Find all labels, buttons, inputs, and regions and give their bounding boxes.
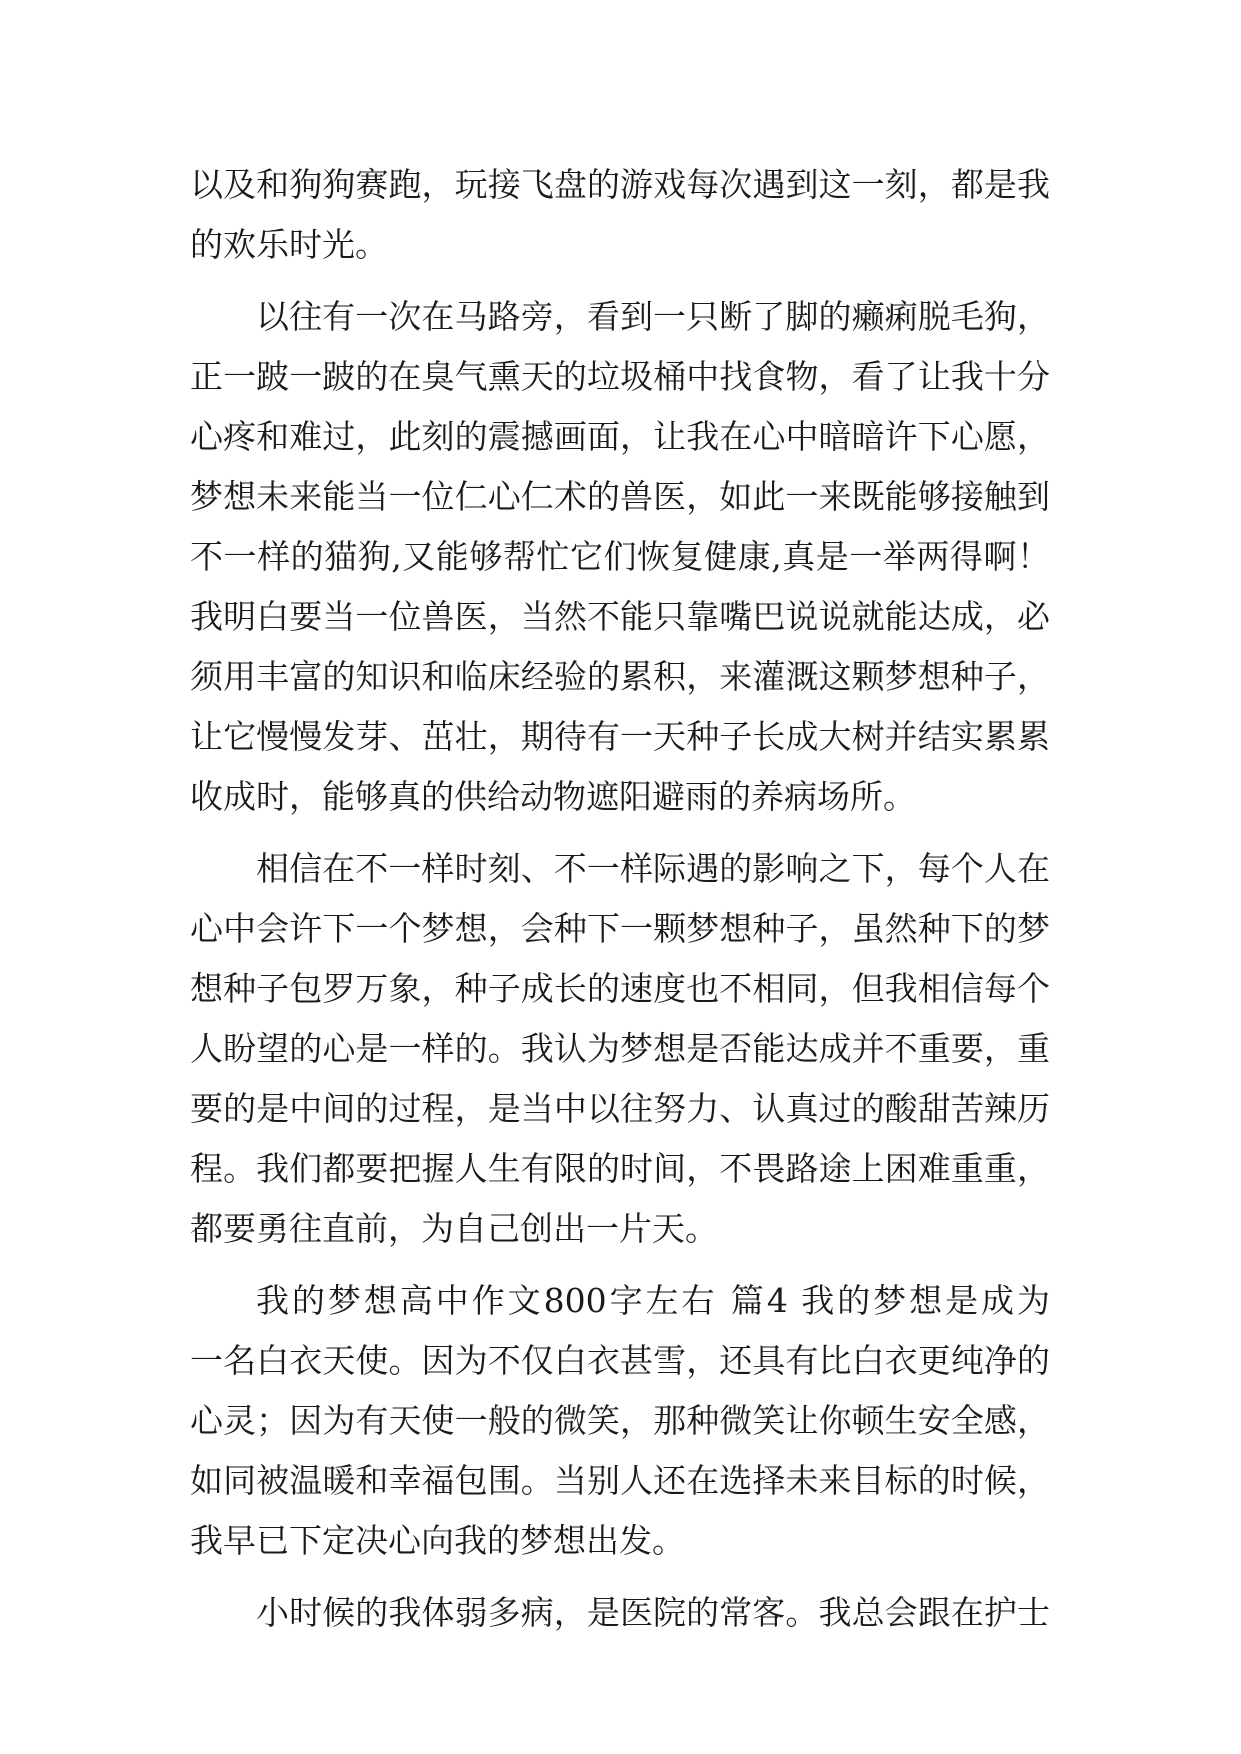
text-line: 心疼和难过，此刻的震撼画面，让我在心中暗暗许下心愿，: [190, 417, 1050, 456]
paragraph-gap: [190, 1571, 1050, 1583]
text-line: 想种子包罗万象，种子成长的速度也不相同，但我相信每个: [190, 969, 1050, 1008]
text-line: 收成时，能够真的供给动物遮阳避雨的养病场所。: [190, 777, 916, 816]
text-line: 相信在不一样时刻、不一样际遇的影响之下，每个人在: [256, 849, 1050, 888]
text-line: 我早已下定决心向我的梦想出发。: [190, 1521, 685, 1560]
paragraph-gap: [190, 827, 1050, 839]
paragraph-gap: [190, 1259, 1050, 1271]
text-line: 人盼望的心是一样的。我认为梦想是否能达成并不重要，重: [190, 1029, 1050, 1068]
text-line: 让它慢慢发芽、茁壮，期待有一天种子长成大树并结实累累: [190, 717, 1050, 756]
paragraph-gap: [190, 275, 1050, 287]
text-line: 心灵；因为有天使一般的微笑，那种微笑让你顿生安全感，: [190, 1401, 1050, 1440]
text-line: 心中会许下一个梦想，会种下一颗梦想种子，虽然种下的梦: [190, 909, 1050, 948]
text-line: 我的梦想高中作文800字左右 篇4 我的梦想是成为: [256, 1281, 1050, 1320]
text-line: 都要勇往直前，为自己创出一片天。: [190, 1209, 718, 1248]
text-line: 以往有一次在马路旁，看到一只断了脚的癞痢脱毛狗，: [256, 297, 1050, 336]
text-line: 的欢乐时光。: [190, 225, 388, 264]
text-line: 如同被温暖和幸福包围。当别人还在选择未来目标的时候，: [190, 1461, 1050, 1500]
text-line: 要的是中间的过程，是当中以往努力、认真过的酸甜苦辣历: [190, 1089, 1050, 1128]
text-line: 不一样的猫狗,又能够帮忙它们恢复健康,真是一举两得啊！: [190, 537, 1050, 576]
text-line: 小时候的我体弱多病，是医院的常客。我总会跟在护士: [256, 1593, 1050, 1632]
document-body: [190, 155, 1050, 1643]
text-line: 以及和狗狗赛跑，玩接飞盘的游戏每次遇到这一刻，都是我: [190, 165, 1050, 204]
text-line: 一名白衣天使。因为不仅白衣甚雪，还具有比白衣更纯净的: [190, 1341, 1050, 1380]
text-line: 我明白要当一位兽医，当然不能只靠嘴巴说说就能达成，必: [190, 597, 1050, 636]
text-line: 须用丰富的知识和临床经验的累积，来灌溉这颗梦想种子，: [190, 657, 1050, 696]
text-line: 梦想未来能当一位仁心仁术的兽医，如此一来既能够接触到: [190, 477, 1050, 516]
text-line: 正一跛一跛的在臭气熏天的垃圾桶中找食物，看了让我十分: [190, 357, 1050, 396]
text-line: 程。我们都要把握人生有限的时间，不畏路途上困难重重，: [190, 1149, 1050, 1188]
